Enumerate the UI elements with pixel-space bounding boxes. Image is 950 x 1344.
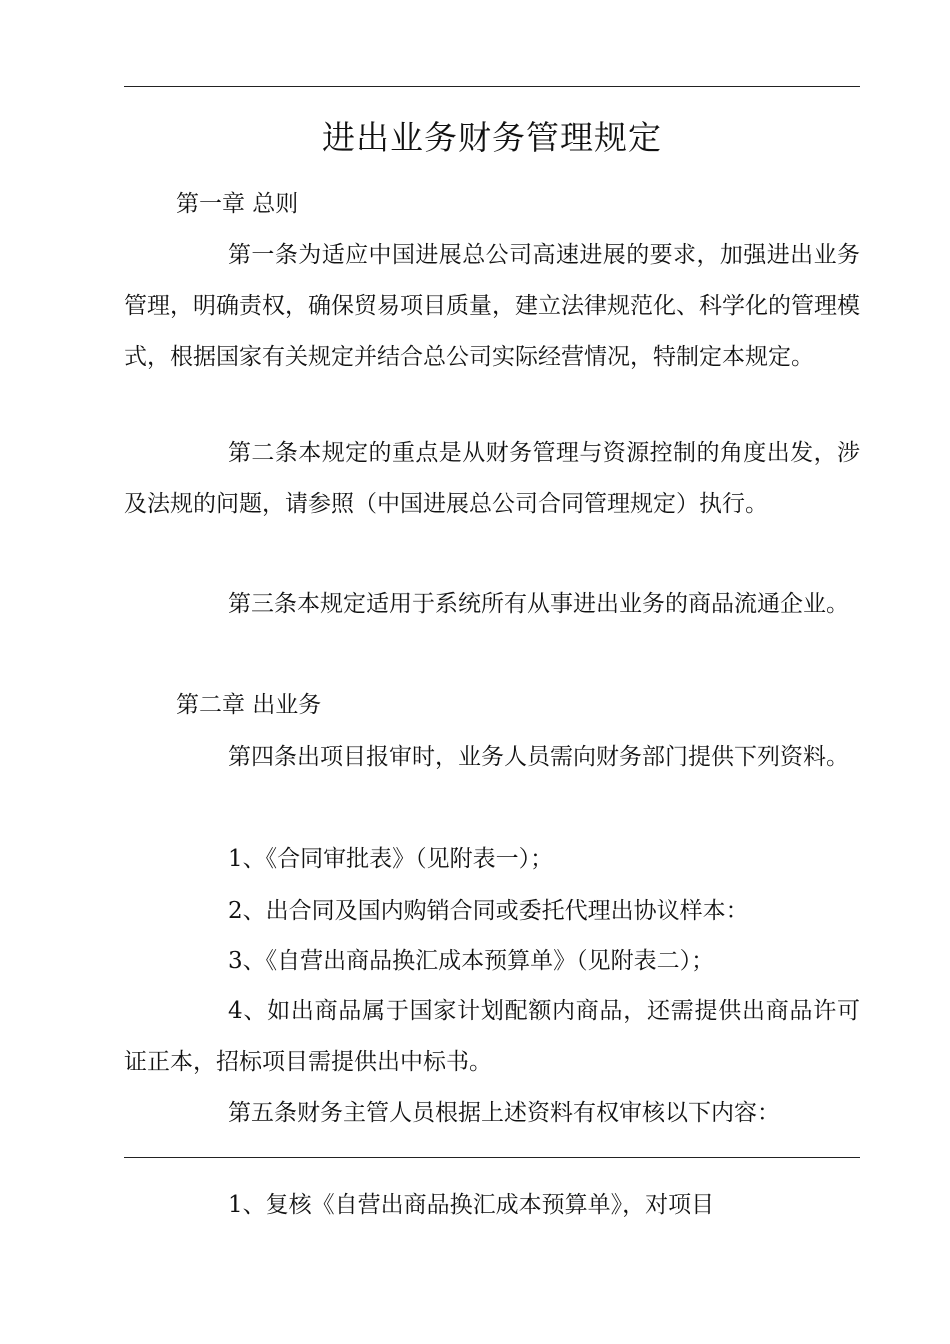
article-4: 第四条出项目报审时，业务人员需向财务部门提供下列资料。 [228,744,849,770]
footer-rule [124,1157,860,1158]
list-item-4: 4、如出商品属于国家计划配额内商品，还需提供出商品许可证正本，招标项目需提供出中标书。 [124,998,860,1075]
list-item-3: 3、《自营出商品换汇成本预算单》（见附表二）； [228,948,715,974]
list-item-2: 2、出合同及国内购销合同或委托代理出协议样本： [228,898,749,924]
article-1: 第一条为适应中国进展总公司高速进展的要求，加强进出业务管理，明确责权，确保贸易项目质量，建立法律规范化、科学化的管理模式，根据国家有关规定并结合总公司实际经营情况，特制定本规定。 [124,242,860,370]
list-item-1: 1、《合同审批表》（见附表一）； [228,846,554,872]
header-rule [124,86,860,87]
article-3: 第三条本规定适用于系统所有从事进出业务的商品流通企业。 [228,591,849,617]
chapter-1-heading: 第一章 总则 [176,191,299,217]
document-title: 进出业务财务管理规定 [322,118,662,157]
next-page-list-item-1: 1、复核《自营出商品换汇成本预算单》，对项目 [228,1192,715,1218]
article-2: 第二条本规定的重点是从财务管理与资源控制的角度出发，涉及法规的问题，请参照（中国进展总公司合同管理规定）执行。 [124,440,860,517]
article-5: 第五条财务主管人员根据上述资料有权审核以下内容： [228,1100,780,1126]
chapter-2-heading: 第二章 出业务 [176,692,322,718]
